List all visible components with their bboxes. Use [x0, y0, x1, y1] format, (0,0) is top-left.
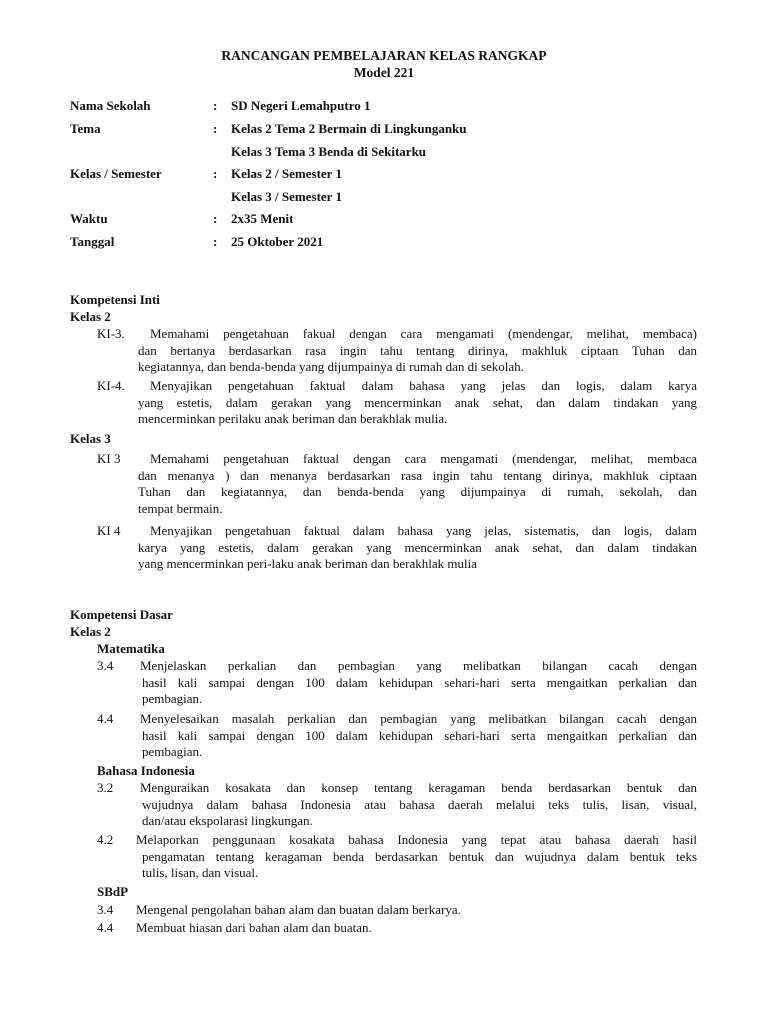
- subject-heading: SBdP: [97, 884, 129, 899]
- text-line: Menyajikan pengetahuan faktual dalam bahasa yang jelas, sistematis, dan logis, dalam: [150, 523, 697, 538]
- competency-code: 3.2: [97, 780, 114, 795]
- identity-row-date: [70, 234, 710, 252]
- competency-text: [136, 902, 697, 919]
- identity-colon: :: [213, 98, 218, 113]
- text-line: Menyajikan pengetahuan faktual dalam bahasa yang jelas dan logis, dalam karya: [150, 378, 697, 393]
- competency-text: [138, 523, 697, 573]
- text-line: Menyelesaikan masalah perkalian dan pembagian yang melibatkan bilangan cacah dengan: [140, 711, 697, 726]
- text-line: dan/atau ekspolarasi lingkungan.: [142, 813, 313, 828]
- competency-code: 3.4: [97, 902, 114, 917]
- identity-label: Kelas / Semester: [70, 166, 162, 181]
- competency-code: 3.4: [97, 658, 114, 673]
- identity-value: 2x35 Menit: [231, 211, 294, 226]
- identity-colon: :: [213, 211, 218, 226]
- section-heading-ki: Kompetensi Inti: [70, 292, 160, 307]
- identity-value: Kelas 3 Tema 3 Benda di Sekitarku: [231, 144, 427, 159]
- text-line: pengamatan tentang keragaman benda berdasarkan bentuk dan wujudnya dalam bentuk teks: [142, 848, 697, 864]
- text-line: Memahami pengetahuan faktual dengan cara mengamati (mendengar, melihat, membaca: [150, 451, 697, 466]
- text-line: karya yang estetis, dalam gerakan yang mencerminkan anak sehat, dan dalam tindakan: [138, 539, 697, 555]
- competency-text: [142, 658, 697, 708]
- text-line: wujudnya dalam bahasa Indonesia atau bahasa daerah melalui teks tulis, lisan, visual,: [142, 796, 697, 812]
- identity-label: Tema: [70, 121, 101, 136]
- text-line: Mengenal pengolahan bahan alam dan buatan dalam berkarya.: [136, 902, 461, 917]
- text-line: Tuhan dan kegiatannya, dan benda-benda yang dijumpainya di rumah, sekolah, dan: [138, 484, 697, 499]
- identity-value: Kelas 2 / Semester 1: [231, 166, 342, 181]
- text-line: mencerminkan perilaku anak beriman dan berakhlak mulia.: [138, 411, 448, 426]
- competency-code: 4.2: [97, 832, 114, 847]
- text-line: tempat bermain.: [138, 500, 223, 516]
- text-line: kegiatannya, dan benda-benda yang dijumpainya di rumah dan di sekolah.: [138, 359, 524, 374]
- identity-value: Kelas 3 / Semester 1: [231, 189, 342, 204]
- text-line: pembagian.: [142, 744, 203, 759]
- text-line: dan bertanya berdasarkan rasa ingin tahu tentang dirinya, makhluk ciptaan Tuhan dan: [138, 342, 697, 358]
- text-line: Memahami pengetahuan fakual dengan cara mengamati (mendengar, melihat, membaca): [150, 326, 697, 341]
- section-heading-kd: Kompetensi Dasar: [70, 607, 173, 622]
- competency-code: KI-3.: [97, 326, 125, 341]
- subject-heading: Bahasa Indonesia: [97, 763, 195, 778]
- document-title: RANCANGAN PEMBELAJARAN KELAS RANGKAP: [221, 48, 547, 63]
- text-line: dan menanya ) dan menanya berdasarkan rasa ingin tahu tentang dirinya, makhluk ciptaan: [138, 467, 697, 483]
- competency-text: [136, 920, 697, 937]
- identity-value: SD Negeri Lemahputro 1: [231, 98, 371, 113]
- class-label: Kelas 3: [70, 431, 111, 446]
- class-label: Kelas 2: [70, 309, 111, 324]
- identity-label: Waktu: [70, 211, 108, 226]
- competency-code: KI 4: [97, 523, 121, 538]
- identity-value: Kelas 2 Tema 2 Bermain di Lingkunganku: [231, 121, 467, 136]
- identity-row-time: [70, 211, 710, 229]
- identity-value: 25 Oktober 2021: [231, 234, 324, 249]
- competency-text: [138, 451, 697, 517]
- text-line: hasil kali sampai dengan 100 dalam kehidupan sehari-hari serta mengaitkan perkalian dan: [142, 674, 697, 690]
- competency-code: KI-4.: [97, 378, 125, 393]
- identity-colon: :: [213, 166, 218, 181]
- text-line: tulis, lisan, dan visual.: [142, 865, 259, 880]
- identity-colon: :: [213, 121, 218, 136]
- competency-code: 4.4: [97, 711, 114, 726]
- identity-row-class-2: [70, 189, 710, 207]
- subject-heading: Matematika: [97, 641, 165, 656]
- identity-colon: :: [213, 234, 218, 249]
- text-line: Menjelaskan perkalian dan pembagian yang melibatkan bilangan cacah dengan: [140, 658, 697, 673]
- document-model: Model 221: [353, 65, 415, 80]
- text-line: Menguraikan kosakata dan konsep tentang keragaman benda berdasarkan bentuk dan: [140, 780, 697, 795]
- competency-text: [138, 326, 697, 376]
- class-label: Kelas 2: [70, 624, 111, 639]
- text-line: pembagian.: [142, 691, 203, 706]
- identity-label: Tanggal: [70, 234, 115, 249]
- competency-text: [136, 832, 697, 882]
- text-line: Melaporkan penggunaan kosakata bahasa Indonesia yang tepat atau bahasa daerah hasil: [136, 832, 697, 847]
- competency-code: 4.4: [97, 920, 114, 935]
- competency-text: [138, 378, 697, 428]
- identity-row-theme: [70, 121, 710, 139]
- text-line: yang mencerminkan peri-laku anak beriman dan berakhlak mulia: [138, 556, 477, 571]
- identity-label: Nama Sekolah: [70, 98, 151, 113]
- text-line: Membuat hiasan dari bahan alam dan buatan.: [136, 920, 372, 935]
- identity-row-class: [70, 166, 710, 184]
- text-line: yang estetis, dalam gerakan yang mencerminkan anak sehat, dan dalam tindakan yang: [138, 394, 697, 410]
- identity-row-theme-2: [70, 144, 710, 162]
- identity-row-school: [70, 98, 710, 116]
- text-line: hasil kali sampai dengan 100 dalam kehidupan sehari-hari serta mengaitkan perkalian dan: [142, 727, 697, 743]
- competency-text: [142, 711, 697, 761]
- competency-text: [142, 780, 697, 830]
- competency-code: KI 3: [97, 451, 121, 466]
